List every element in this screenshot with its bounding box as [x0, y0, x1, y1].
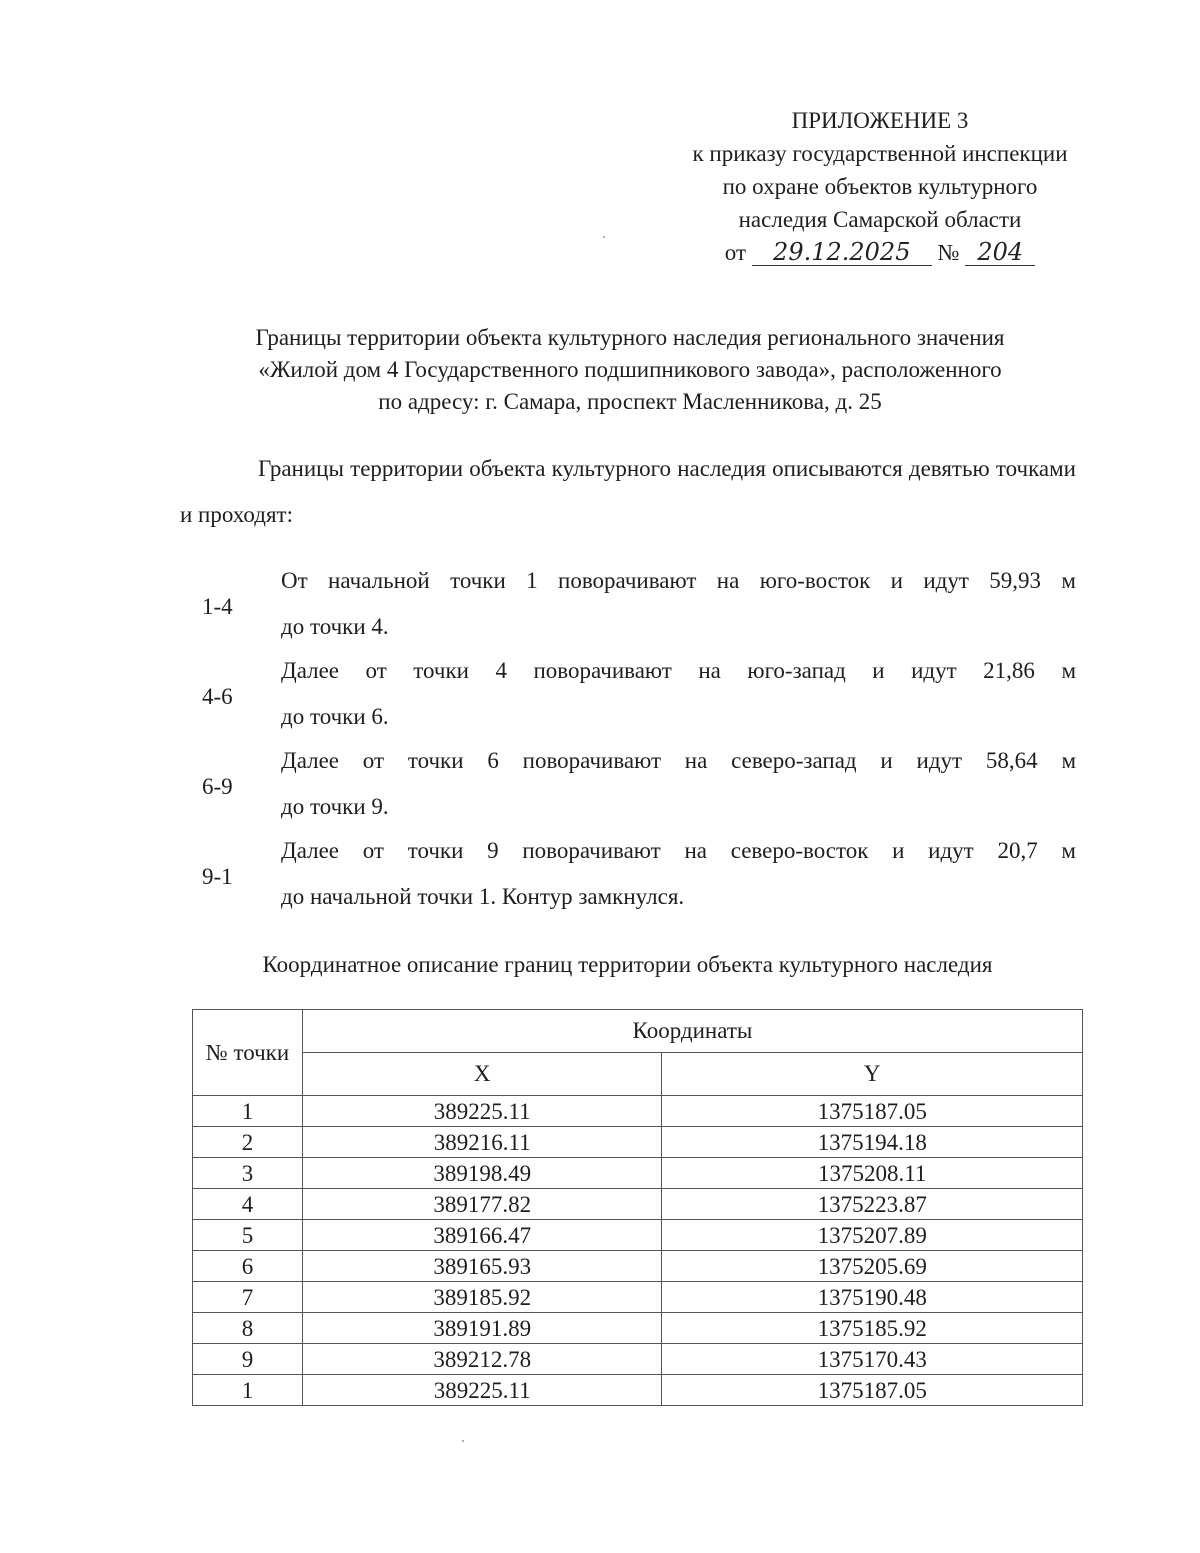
segment-line-1: Далее от точки 4 поворачивают на юго-запад и идут 21,86 м	[281, 658, 1076, 683]
cell-y: 1375187.05	[662, 1096, 1083, 1127]
cell-x: 389185.92	[302, 1282, 662, 1313]
appendix-line-1: к приказу государственной инспекции	[692, 141, 1068, 166]
cell-y: 1375194.18	[662, 1127, 1083, 1158]
cell-y: 1375170.43	[662, 1344, 1083, 1375]
table-row	[193, 1282, 1083, 1313]
heading-line-3: по адресу: г. Самара, проспект Масленникова, д. 25	[378, 389, 882, 414]
cell-point-number: 4	[193, 1189, 303, 1220]
cell-y: 1375207.89	[662, 1220, 1083, 1251]
cell-point-number: 9	[193, 1344, 303, 1375]
table-row	[193, 1220, 1083, 1251]
table-subheader-row	[193, 1053, 1083, 1096]
segment-line-2: до точки 9.	[281, 794, 389, 819]
number-label: №	[937, 240, 960, 265]
table-row	[193, 1344, 1083, 1375]
cell-x: 389216.11	[302, 1127, 662, 1158]
scan-speck	[603, 236, 605, 238]
cell-x: 389225.11	[302, 1375, 662, 1406]
appendix-header	[600, 104, 1160, 269]
table-row	[193, 1251, 1083, 1282]
from-label: от	[724, 240, 747, 265]
intro-paragraph: Границы территории объекта культурного наследия описываются девятью точками и проходят:	[180, 456, 1076, 527]
header-point-number: № точки	[193, 1010, 303, 1096]
cell-y: 1375185.92	[662, 1313, 1083, 1344]
cell-x: 389225.11	[302, 1096, 662, 1127]
cell-point-number: 7	[193, 1282, 303, 1313]
table-body	[193, 1096, 1083, 1406]
segment-line-1: Далее от точки 9 поворачивают на северо-восток и идут 20,7 м	[281, 838, 1076, 863]
handwritten-number: 204	[965, 239, 1035, 266]
segment-description	[281, 828, 1076, 920]
header-y: Y	[662, 1053, 1083, 1096]
cell-x: 389166.47	[302, 1220, 662, 1251]
scan-speck	[462, 1440, 464, 1442]
header-x: X	[302, 1053, 662, 1096]
segment-code: 9-1	[202, 864, 233, 889]
table-row	[193, 1096, 1083, 1127]
cell-point-number: 8	[193, 1313, 303, 1344]
cell-y: 1375205.69	[662, 1251, 1083, 1282]
cell-x: 389165.93	[302, 1251, 662, 1282]
segment-line-2: до точки 6.	[281, 704, 389, 729]
segment-description	[281, 558, 1076, 650]
cell-point-number: 6	[193, 1251, 303, 1282]
appendix-line-2: по охране объектов культурного	[722, 174, 1038, 199]
header-coordinates: Координаты	[302, 1010, 1082, 1053]
segment-code: 1-4	[202, 594, 233, 619]
segment-description	[281, 648, 1076, 740]
table-row	[193, 1375, 1083, 1406]
segment-line-2: до начальной точки 1. Контур замкнулся.	[281, 884, 685, 909]
coordinates-table	[192, 1009, 1083, 1406]
cell-point-number: 2	[193, 1127, 303, 1158]
segment-line-2: до точки 4.	[281, 614, 389, 639]
table-row	[193, 1189, 1083, 1220]
heading-line-2: «Жилой дом 4 Государственного подшипникового завода», расположенного	[258, 357, 1002, 382]
cell-point-number: 1	[193, 1096, 303, 1127]
table-row	[193, 1127, 1083, 1158]
cell-x: 389177.82	[302, 1189, 662, 1220]
cell-x: 389191.89	[302, 1313, 662, 1344]
cell-x: 389212.78	[302, 1344, 662, 1375]
cell-x: 389198.49	[302, 1158, 662, 1189]
cell-y: 1375208.11	[662, 1158, 1083, 1189]
appendix-title: ПРИЛОЖЕНИЕ 3	[791, 108, 969, 133]
segment-description	[281, 738, 1076, 830]
segment-code: 6-9	[202, 774, 233, 799]
appendix-line-3: наследия Самарской области	[738, 207, 1022, 232]
order-date-number-line	[600, 236, 1160, 269]
segment-code: 4-6	[202, 684, 233, 709]
table-header-row	[193, 1010, 1083, 1053]
cell-y: 1375190.48	[662, 1282, 1083, 1313]
cell-point-number: 5	[193, 1220, 303, 1251]
cell-point-number: 1	[193, 1375, 303, 1406]
table-row	[193, 1158, 1083, 1189]
handwritten-date: 29.12.2025	[752, 239, 932, 266]
heading-line-1: Границы территории объекта культурного наследия регионального значения	[255, 325, 1005, 350]
segment-line-1: Далее от точки 6 поворачивают на северо-запад и идут 58,64 м	[281, 748, 1076, 773]
document-heading	[150, 322, 1110, 418]
coordinates-caption: Координатное описание границ территории объекта культурного наследия	[262, 952, 993, 977]
cell-y: 1375187.05	[662, 1375, 1083, 1406]
table-row	[193, 1313, 1083, 1344]
segment-line-1: От начальной точки 1 поворачивают на юго-восток и идут 59,93 м	[281, 568, 1076, 593]
cell-point-number: 3	[193, 1158, 303, 1189]
cell-y: 1375223.87	[662, 1189, 1083, 1220]
